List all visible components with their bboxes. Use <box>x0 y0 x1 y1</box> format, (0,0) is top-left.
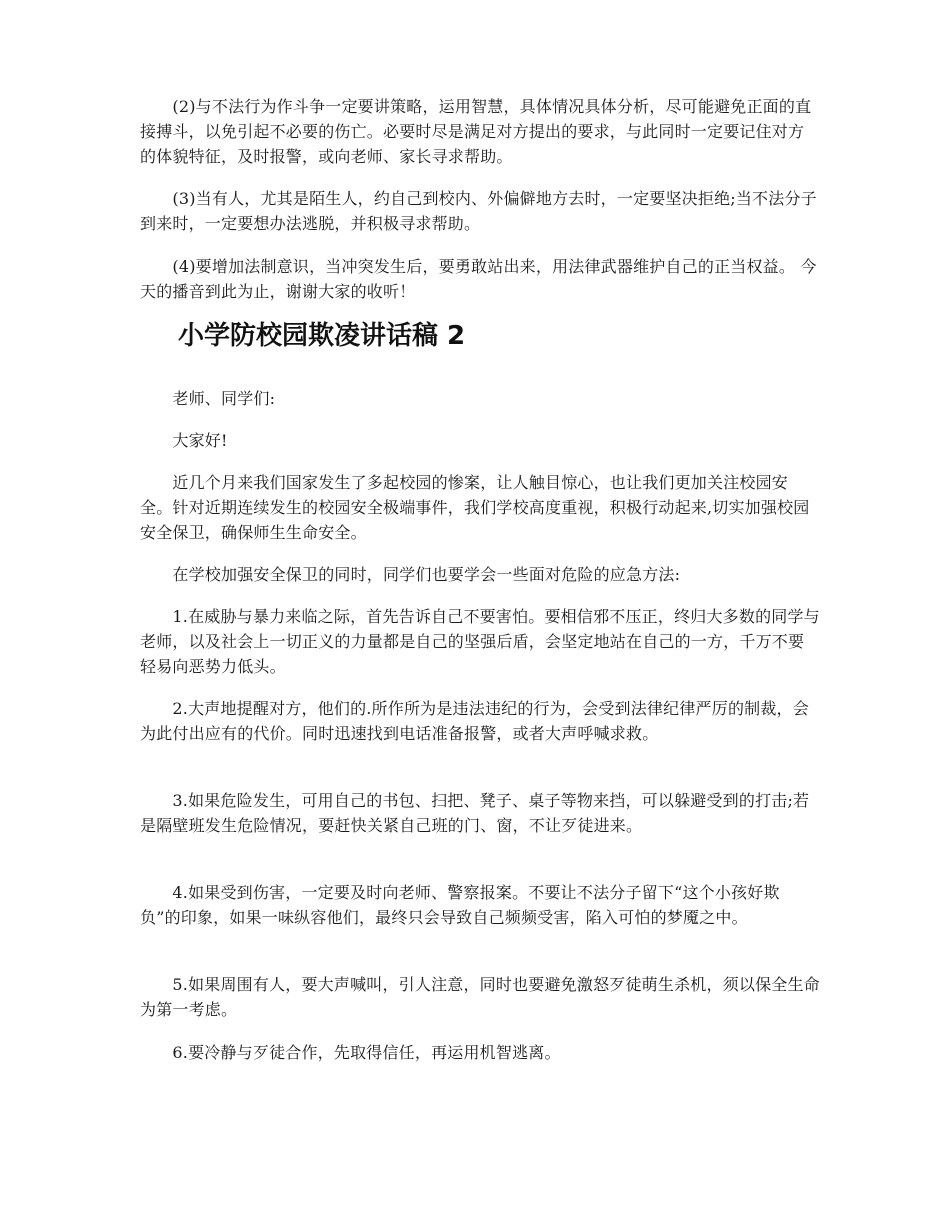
list-item-2: 2.大声地提醒对方，他们的.所作所为是违法违纪的行为，会受到法律纪律严厉的制裁，会为此付出应有的代价。同时迅速找到电话准备报警，或者大声呼喊求救。 <box>140 699 809 743</box>
list-item-1: 1.在威胁与暴力来临之际，首先告诉自己不要害怕。要相信邪不压正，终归大多数的同学与老师，以及社会上一切正义的力量都是自己的坚强后盾，会坚定地站在自己的一方，千万不要轻易向恶势力低头。 <box>140 607 820 676</box>
list-item-5: 5.如果周围有人，要大声喊叫，引人注意，同时也要避免激怒歹徒萌生杀机，须以保全生命为第一考虑。 <box>140 975 820 1019</box>
paragraph-salutation: 老师、同学们: <box>140 389 276 408</box>
list-item-6: 6.要冷静与歹徒合作，先取得信任，再运用机智逃离。 <box>140 1043 561 1062</box>
paragraph-greeting: 大家好! <box>140 431 228 450</box>
paragraph-legal-awareness: (4)要增加法制意识，当冲突发生后，要勇敢站出来，用法律武器维护自己的正当权益。 今天的播音到此为止，谢谢大家的收听！ <box>140 257 817 301</box>
section-title: 小学防校园欺凌讲话稿 2 <box>178 321 466 351</box>
list-item-3: 3.如果危险发生，可用自己的书包、扫把、凳子、桌子等物来挡，可以躲避受到的打击;若是隔壁班发生危险情况，要赶快关紧自己班的门、窗，不让歹徒进来。 <box>140 791 810 835</box>
paragraph-introduction: 近几个月来我们国家发生了多起校园的惨案，让人触目惊心，也让我们更加关注校园安全。针对近期连续发生的校园安全极端事件，我们学校高度重视，积极行动起来,切实加强校园安全保卫，确保师生生命安全。 <box>140 473 810 542</box>
paragraph-refuse-strangers: (3)当有人，尤其是陌生人，约自己到校内、外偏僻地方去时，一定要坚决拒绝;当不法分子到来时，一定要想办法逃脱，并积极寻求帮助。 <box>140 189 817 233</box>
list-item-4: 4.如果受到伤害，一定要及时向老师、警察报案。不要让不法分子留下“这个小孩好欺负”的印象，如果一味纵容他们，最终只会导致自己频频受害，陷入可怕的梦魇之中。 <box>140 883 780 927</box>
paragraph-strategy: (2)与不法行为作斗争一定要讲策略，运用智慧，具体情况具体分析，尽可能避免正面的直接搏斗，以免引起不必要的伤亡。必要时尽是满足对方提出的要求，与此同时一定要记住对方的体貌特征，及时报警，或向老师、家长寻求帮助。 <box>140 97 812 166</box>
paragraph-emergency-methods: 在学校加强安全保卫的同时，同学们也要学会一些面对危险的应急方法: <box>140 565 681 584</box>
